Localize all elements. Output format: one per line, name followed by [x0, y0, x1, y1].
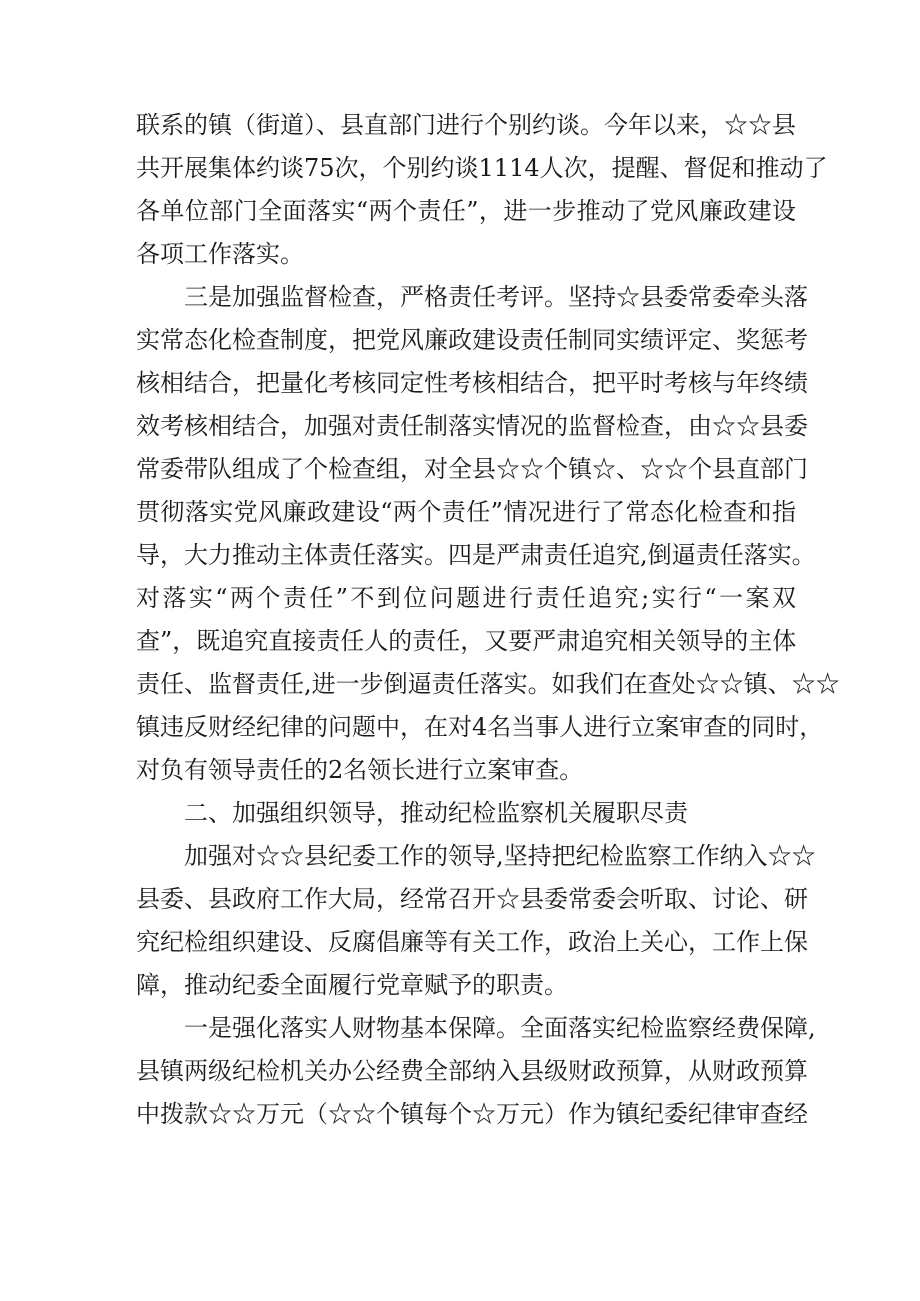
text-line: 各单位部门全面落实“两个责任”，进一步推动了党风廉政建设: [136, 197, 796, 225]
text-line: 常委带队组成了个检查组，对全县☆☆个镇☆、☆☆个县直部门: [136, 455, 808, 483]
text-line: 一是强化落实人财物基本保障。全面落实纪检监察经费保障,: [184, 1014, 816, 1042]
paragraph-1: [136, 104, 828, 276]
text-line: 核相结合，把量化考核同定性考核相结合，把平时考核与年终绩: [136, 369, 808, 397]
text-line: 实常态化检查制度，把党风廉政建设责任制同实绩评定、奖惩考: [136, 326, 808, 354]
text-line: 导，大力推动主体责任落实。四是严肃责任追究,倒逼责任落实。: [136, 541, 816, 569]
document-body: [136, 104, 840, 1136]
text-line: 查”，既追究直接责任人的责任，又要严肃追究相关领导的主体: [136, 627, 797, 655]
section-heading: [136, 792, 796, 835]
text-line: 加强对☆☆县纪委工作的领导,坚持把纪检监察工作纳入☆☆: [184, 842, 816, 870]
text-line: 镇违反财经纪律的问题中，在对4名当事人进行立案审查的同时，: [136, 713, 824, 741]
paragraph-5: [136, 1007, 816, 1136]
text-line: 贯彻落实党风廉政建设“两个责任”情况进行了常态化检查和指: [136, 498, 796, 526]
text-line: 各项工作落实。: [136, 240, 304, 268]
text-line: 县镇两级纪检机关办公经费全部纳入县级财政预算，从财政预算: [136, 1057, 808, 1085]
paragraph-4: [136, 835, 816, 1007]
text-line: 联系的镇（街道）、县直部门进行个别约谈。今年以来，☆☆县: [136, 111, 796, 139]
text-line: 对落实“两个责任”不到位问题进行责任追究;实行“一案双: [136, 584, 796, 612]
paragraph-2: [136, 276, 840, 792]
text-line: 责任、监督责任,进一步倒逼责任落实。如我们在查处☆☆镇、☆☆: [136, 670, 840, 698]
text-line: 障，推动纪委全面履行党章赋予的职责。: [136, 971, 568, 999]
text-line: 共开展集体约谈75次，个别约谈1114人次，提醒、督促和推动了: [136, 154, 828, 182]
text-line: 县委、县政府工作大局，经常召开☆县委常委会听取、讨论、研: [136, 885, 808, 913]
text-line: 效考核相结合，加强对责任制落实情况的监督检查，由☆☆县委: [136, 412, 808, 440]
heading-text: 二、加强组织领导，推动纪检监察机关履职尽责: [184, 799, 688, 827]
text-line: 三是加强监督检查，严格责任考评。坚持☆县委常委牵头落: [184, 283, 808, 311]
text-line: 对负有领导责任的2名领长进行立案审查。: [136, 756, 584, 784]
text-line: 究纪检组织建设、反腐倡廉等有关工作，政治上关心，工作上保: [136, 928, 808, 956]
text-line: 中拨款☆☆万元（☆☆个镇每个☆万元）作为镇纪委纪律审查经: [136, 1100, 808, 1128]
